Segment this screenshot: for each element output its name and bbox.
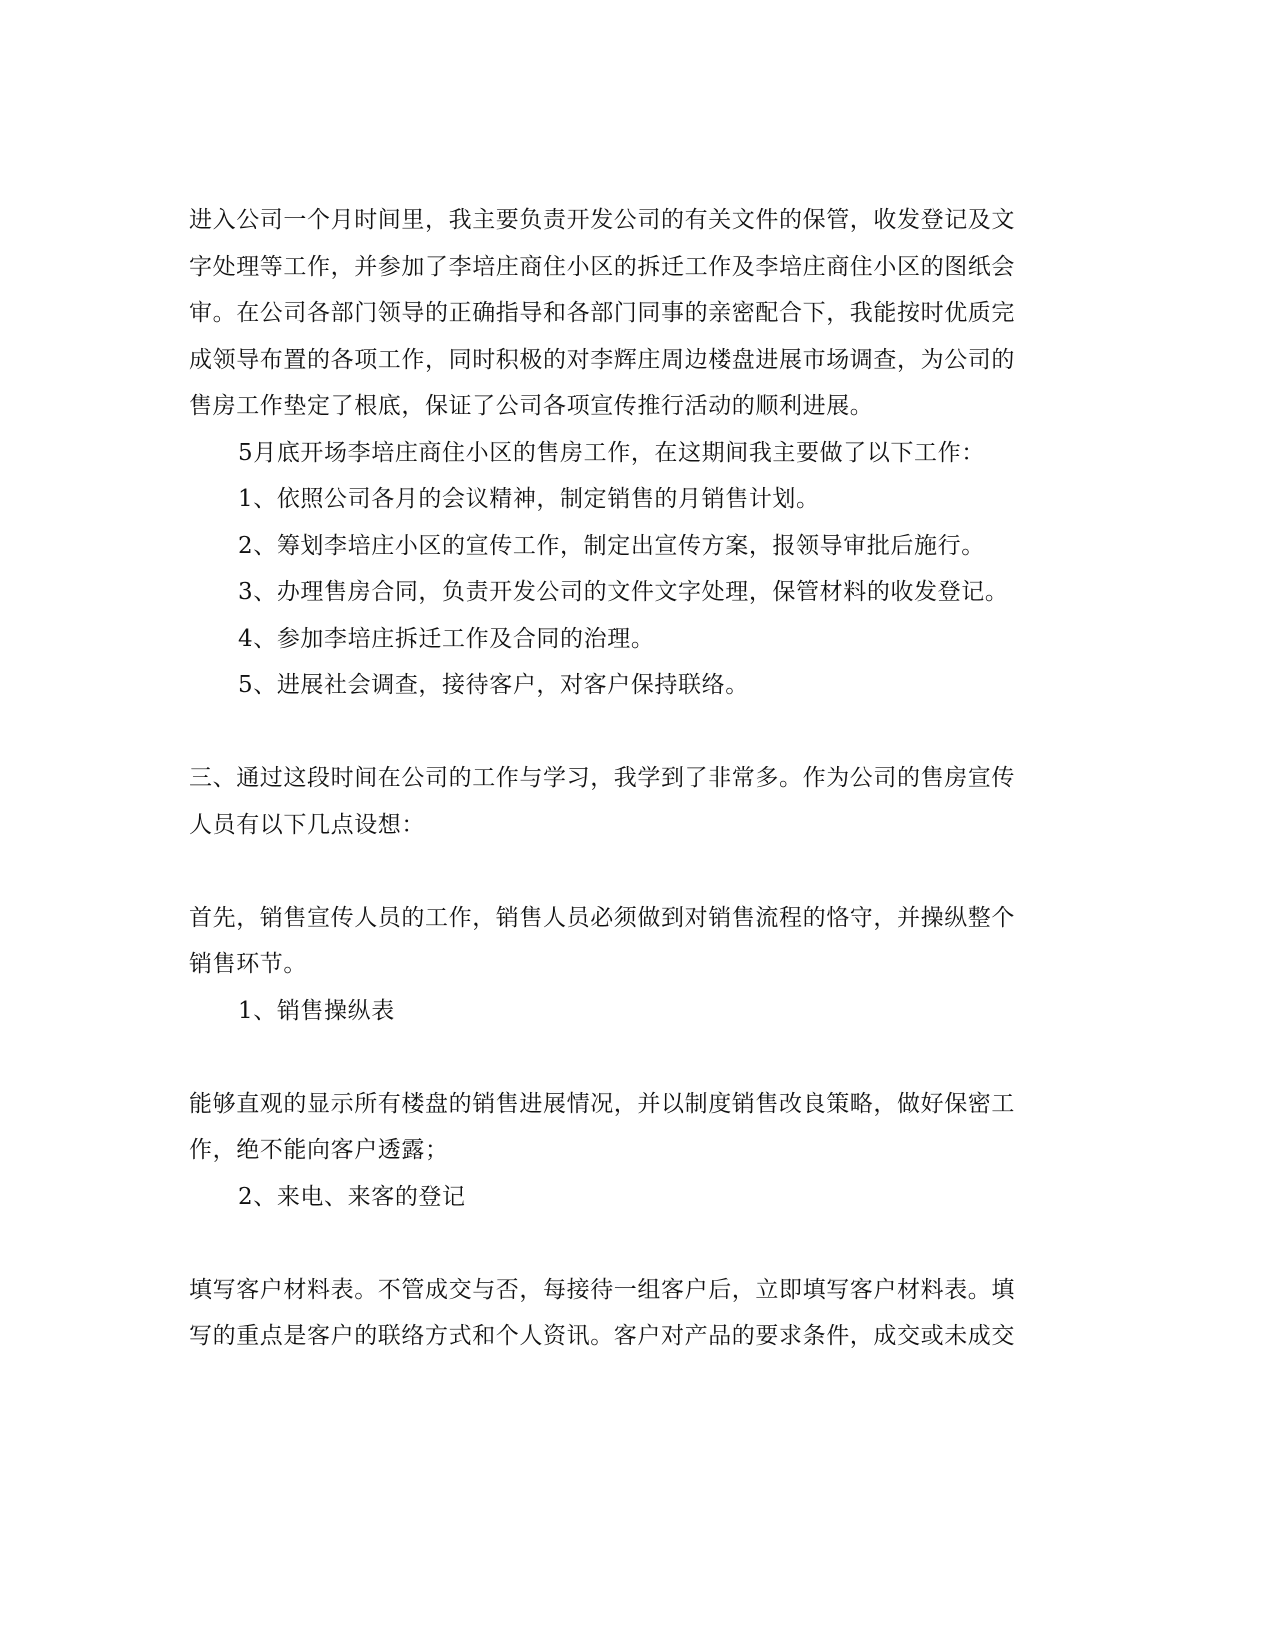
paragraph-1-line-3: 审。在公司各部门领导的正确指导和各部门同事的亲密配合下，我能按时优质完 xyxy=(189,300,1015,326)
list-item-5: 5、进展社会调查，接待客户，对客户保持联络。 xyxy=(238,672,749,698)
list-item-1: 1、依照公司各月的会议精神，制定销售的月销售计划。 xyxy=(238,486,820,512)
subheading-sales-control-table: 1、销售操纵表 xyxy=(238,998,395,1024)
register-desc-line-1: 填写客户材料表。不管成交与否，每接待一组客户后，立即填写客户材料表。填 xyxy=(189,1277,1015,1303)
register-desc-line-2: 写的重点是客户的联络方式和个人资讯。客户对产品的要求条件，成交或未成交 xyxy=(189,1323,1015,1349)
sales-control-desc-line-2: 作，绝不能向客户透露； xyxy=(189,1137,449,1163)
paragraph-1-line-2: 字处理等工作，并参加了李培庄商住小区的拆迁工作及李培庄商住小区的图纸会 xyxy=(189,254,1015,280)
first-point-line-2: 销售环节。 xyxy=(189,951,307,977)
paragraph-1-line-4: 成领导布置的各项工作，同时积极的对李辉庄周边楼盘进展市场调查，为公司的 xyxy=(189,347,1015,373)
paragraph-2: 5月底开场李培庄商住小区的售房工作，在这期间我主要做了以下工作： xyxy=(238,440,985,466)
paragraph-1-line-5: 售房工作垫定了根底，保证了公司各项宣传推行活动的顺利进展。 xyxy=(189,393,874,419)
subheading-call-visit-register: 2、来电、来客的登记 xyxy=(238,1184,466,1210)
first-point-line-1: 首先，销售宣传人员的工作，销售人员必须做到对销售流程的恪守，并操纵整个 xyxy=(189,905,1015,931)
list-item-3: 3、办理售房合同，负责开发公司的文件文字处理，保管材料的收发登记。 xyxy=(238,579,1009,605)
list-item-2: 2、筹划李培庄小区的宣传工作，制定出宣传方案，报领导审批后施行。 xyxy=(238,533,985,559)
sales-control-desc-line-1: 能够直观的显示所有楼盘的销售进展情况，并以制度销售改良策略，做好保密工 xyxy=(189,1091,1015,1117)
list-item-4: 4、参加李培庄拆迁工作及合同的治理。 xyxy=(238,626,655,652)
section-three-line-2: 人员有以下几点设想： xyxy=(189,812,425,838)
paragraph-1-line-1: 进入公司一个月时间里，我主要负责开发公司的有关文件的保管，收发登记及文 xyxy=(189,207,1015,233)
section-three-line-1: 三、通过这段时间在公司的工作与学习，我学到了非常多。作为公司的售房宣传 xyxy=(189,765,1015,791)
